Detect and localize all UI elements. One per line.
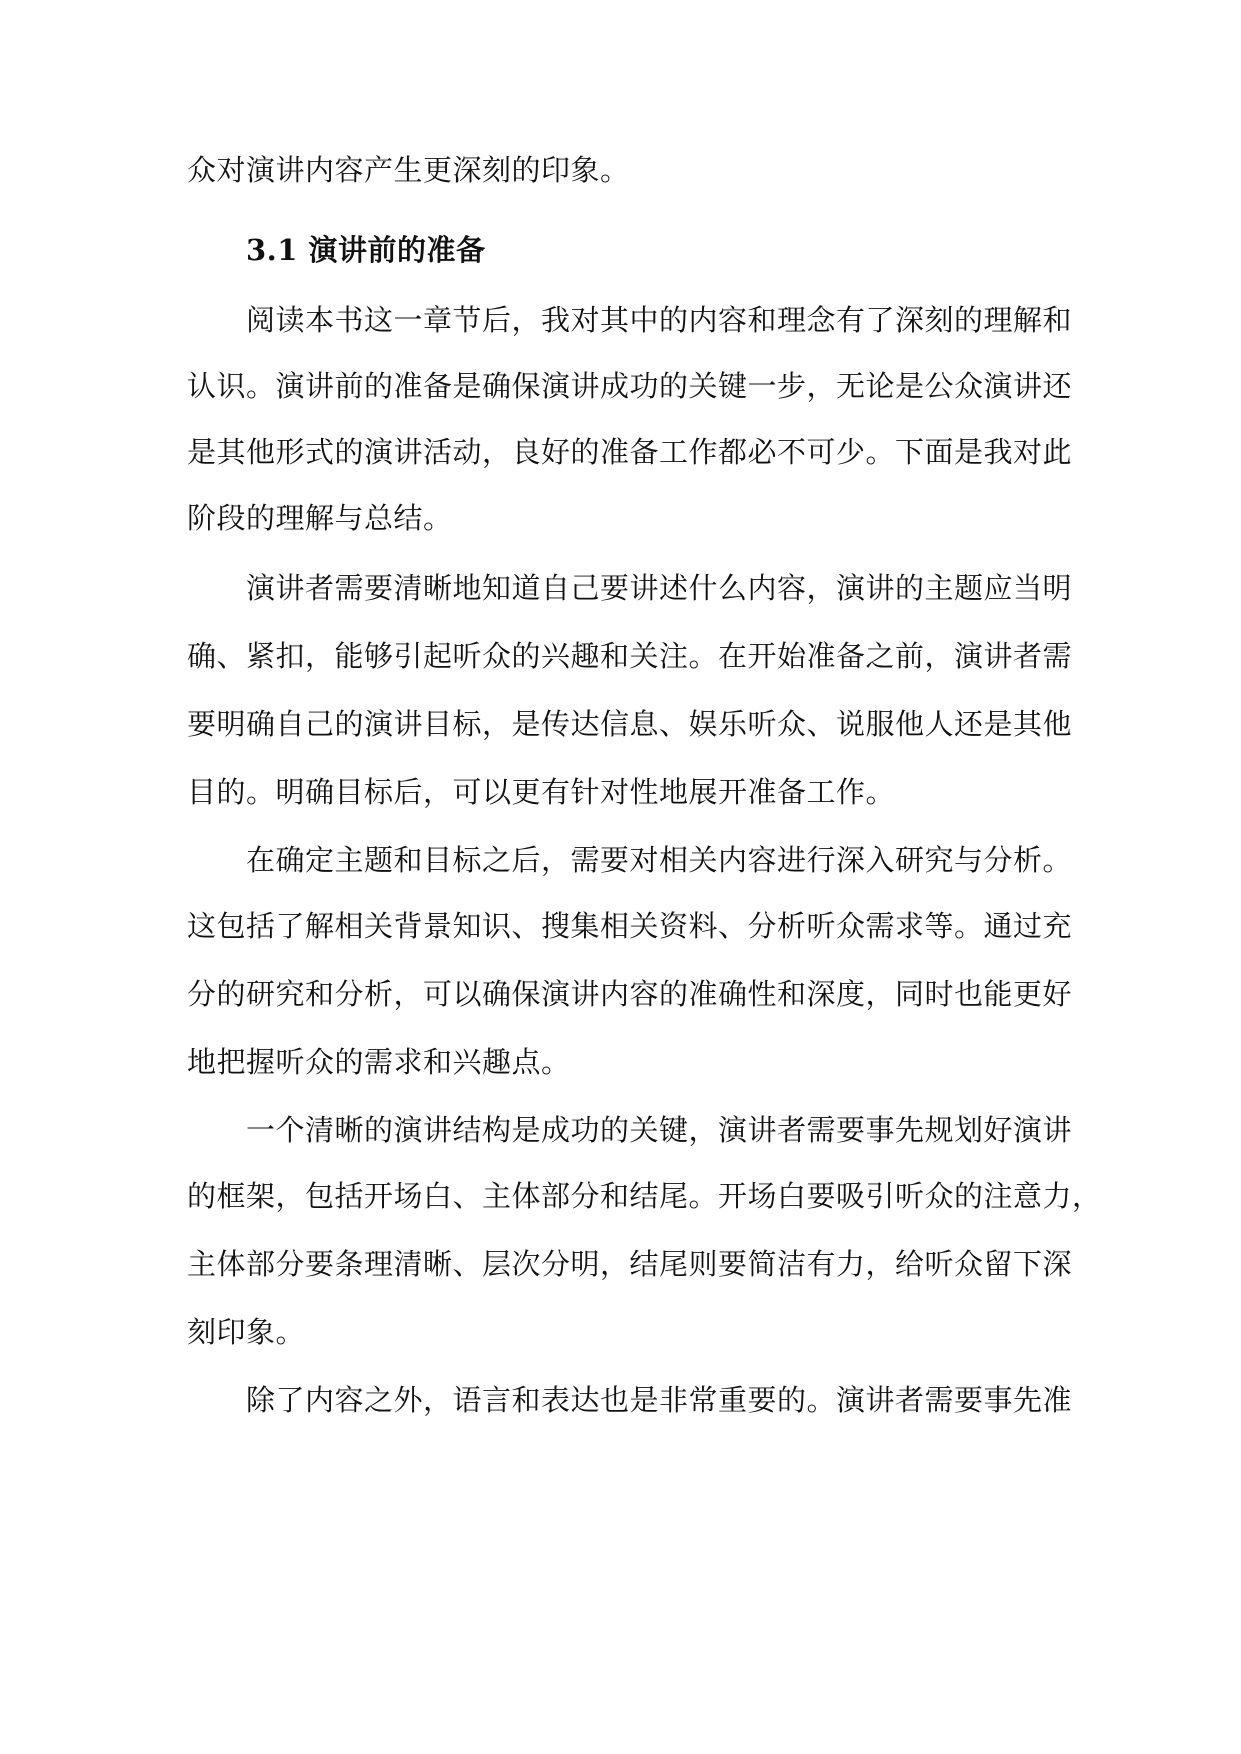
paragraph-line: 阶段的理解与总结。 bbox=[187, 501, 453, 535]
paragraph-line: 的框架，包括开场白、主体部分和结尾。开场白要吸引听众的注意力， bbox=[187, 1179, 1102, 1213]
paragraph-line: 要明确自己的演讲目标，是传达信息、娱乐听众、说服他人还是其他 bbox=[187, 707, 1073, 741]
paragraph-line: 演讲者需要清晰地知道自己要讲述什么内容，演讲的主题应当明 bbox=[246, 571, 1073, 605]
paragraph-line: 目的。明确目标后，可以更有针对性地展开准备工作。 bbox=[187, 775, 896, 809]
paragraph-line: 阅读本书这一章节后，我对其中的内容和理念有了深刻的理解和 bbox=[246, 303, 1073, 337]
paragraph-line: 刻印象。 bbox=[187, 1315, 306, 1349]
paragraph-line: 众对演讲内容产生更深刻的印象。 bbox=[187, 153, 630, 187]
paragraph-line: 分的研究和分析，可以确保演讲内容的准确性和深度，同时也能更好 bbox=[187, 977, 1073, 1011]
paragraph-line: 认识。演讲前的准备是确保演讲成功的关键一步，无论是公众演讲还 bbox=[187, 369, 1073, 403]
paragraph-line: 在确定主题和目标之后，需要对相关内容进行深入研究与分析。 bbox=[246, 843, 1073, 877]
paragraph-line: 这包括了解相关背景知识、搜集相关资料、分析听众需求等。通过充 bbox=[187, 909, 1073, 943]
paragraph-line: 主体部分要条理清晰、层次分明，结尾则要简洁有力，给听众留下深 bbox=[187, 1247, 1073, 1281]
paragraph-line: 一个清晰的演讲结构是成功的关键，演讲者需要事先规划好演讲 bbox=[246, 1113, 1073, 1147]
paragraph-line: 除了内容之外，语言和表达也是非常重要的。演讲者需要事先准 bbox=[246, 1383, 1073, 1417]
paragraph-line: 是其他形式的演讲活动，良好的准备工作都必不可少。下面是我对此 bbox=[187, 435, 1073, 469]
paragraph-line: 地把握听众的需求和兴趣点。 bbox=[187, 1045, 571, 1079]
section-heading: 3.1 演讲前的准备 bbox=[246, 233, 486, 267]
paragraph-line: 确、紧扣，能够引起听众的兴趣和关注。在开始准备之前，演讲者需 bbox=[187, 639, 1073, 673]
